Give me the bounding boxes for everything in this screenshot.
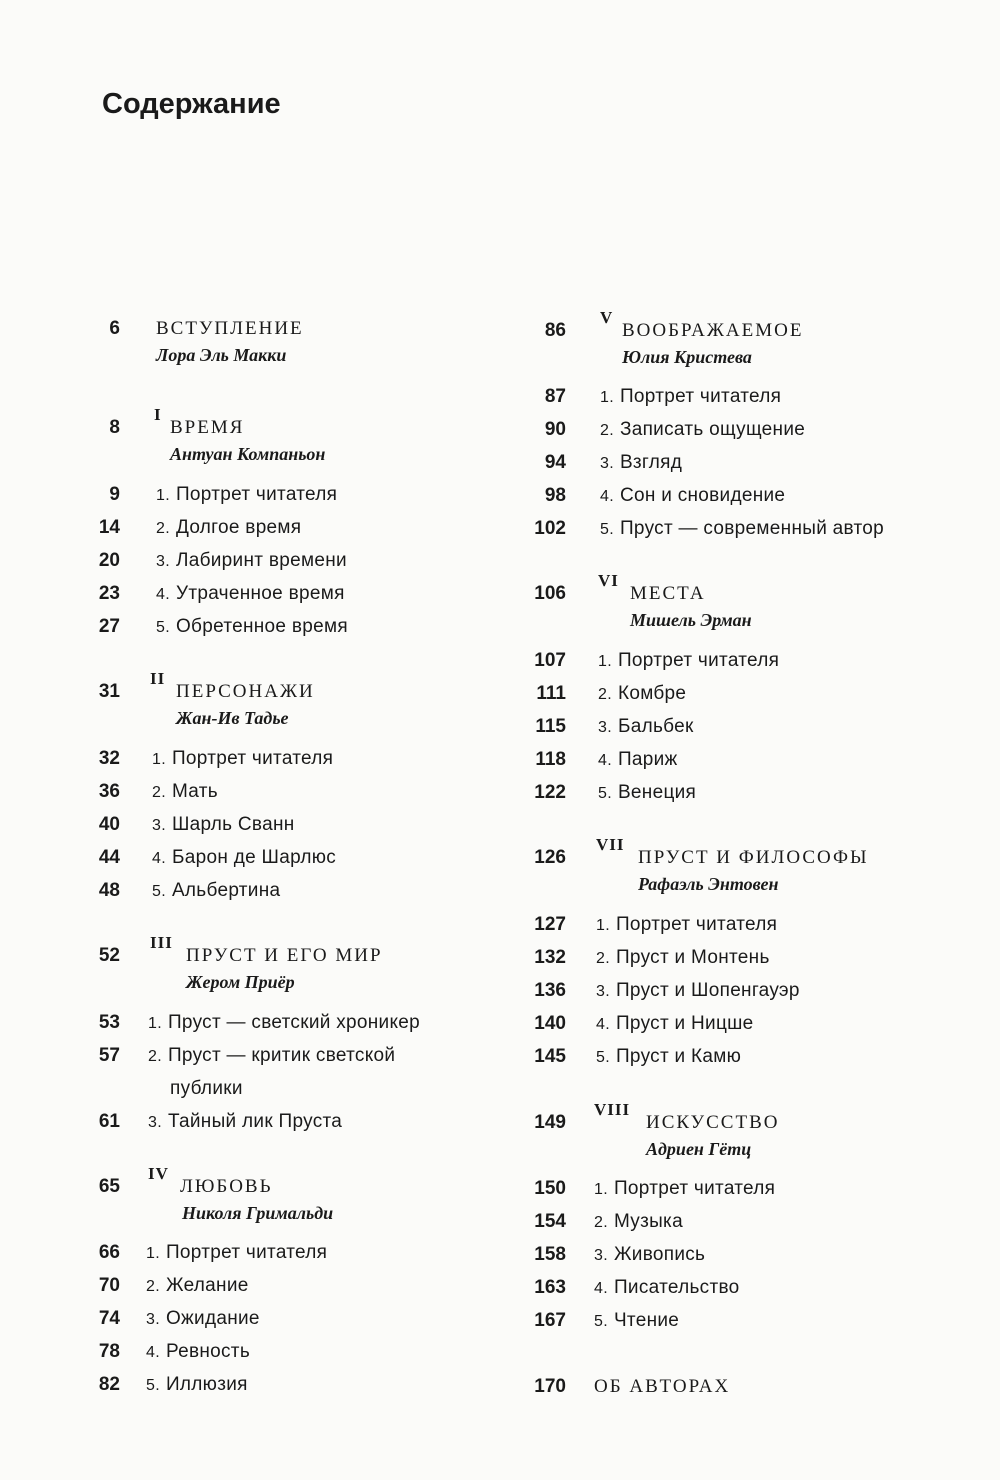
page-number: 167	[534, 1310, 566, 1331]
section-author: Адриен Гётц	[646, 1139, 752, 1159]
page-number: 111	[536, 683, 566, 704]
item-label: Пруст и Шопенгауэр	[615, 980, 800, 1001]
page-number: 149	[534, 1112, 566, 1133]
page-number: 61	[98, 1111, 120, 1132]
page-number: 136	[534, 980, 566, 1001]
section-author: Жером Приёр	[186, 972, 295, 992]
item-number: 2.	[148, 1048, 162, 1065]
item-number: 2.	[598, 686, 612, 703]
item-number: 2.	[600, 422, 614, 439]
item-number: 3.	[152, 817, 166, 834]
item-label: Портрет читателя	[617, 650, 780, 671]
page-number: 158	[534, 1244, 566, 1265]
item-number: 2.	[594, 1214, 608, 1231]
item-number: 3.	[146, 1311, 160, 1328]
item-label: Портрет читателя	[619, 386, 782, 407]
item-number: 5.	[594, 1313, 608, 1330]
page-number: 32	[98, 748, 120, 769]
section-roman: VI	[598, 571, 619, 590]
item-label: Портрет читателя	[615, 914, 778, 935]
item-label: Долгое время	[175, 517, 302, 538]
section-author: Лора Эль Макки	[156, 345, 287, 365]
item-number: 2.	[596, 950, 610, 967]
section-author: Жан-Ив Тадье	[176, 708, 289, 728]
page-number: 127	[534, 914, 566, 935]
item-number: 5.	[600, 521, 614, 538]
section-roman: III	[150, 933, 173, 952]
page-number: 14	[98, 517, 120, 538]
section-roman: VII	[596, 835, 625, 854]
item-label: Лабиринт времени	[175, 550, 347, 571]
page-number: 78	[98, 1341, 120, 1362]
item-label: Ожидание	[165, 1308, 260, 1329]
item-label: Пруст — светский хроникер	[167, 1012, 421, 1033]
page-number: 36	[98, 781, 120, 802]
item-label: Пруст — критик светской	[167, 1045, 396, 1066]
page-number: 170	[534, 1376, 566, 1397]
page-number: 27	[98, 616, 120, 637]
page-number: 107	[534, 650, 566, 671]
item-number: 4.	[596, 1016, 610, 1033]
item-number: 4.	[152, 850, 166, 867]
item-number: 4.	[600, 488, 614, 505]
item-label: Портрет читателя	[613, 1178, 776, 1199]
item-number: 2.	[156, 520, 170, 537]
page-number: 98	[544, 485, 566, 506]
section-title: ИСКУССТВО	[646, 1112, 780, 1133]
item-number: 5.	[156, 619, 170, 636]
page-number: 145	[534, 1046, 566, 1067]
section-title: ПРУСТ И ФИЛОСОФЫ	[638, 847, 869, 868]
page-number: 140	[534, 1013, 566, 1034]
item-label: Портрет читателя	[171, 748, 334, 769]
page-number: 65	[98, 1176, 120, 1197]
page-number: 86	[544, 320, 566, 341]
item-number: 4.	[156, 586, 170, 603]
item-label: Венеция	[617, 782, 697, 803]
item-label: Ревность	[165, 1341, 251, 1362]
page-number: 48	[98, 880, 120, 901]
page-number: 106	[534, 583, 566, 604]
item-label: Взгляд	[619, 452, 683, 473]
page-number: 9	[109, 484, 120, 505]
item-label: Барон де Шарлюс	[171, 847, 337, 868]
item-number: 5.	[146, 1377, 160, 1394]
item-number: 3.	[594, 1247, 608, 1264]
item-number: 4.	[598, 752, 612, 769]
page-number: 90	[544, 419, 566, 440]
page-number: 94	[544, 452, 566, 473]
section-author: Мишель Эрман	[630, 610, 752, 630]
page-number: 154	[534, 1211, 566, 1232]
item-label: Портрет читателя	[175, 484, 338, 505]
item-label: Пруст и Ницше	[615, 1013, 754, 1034]
page-number: 132	[534, 947, 566, 968]
item-number: 3.	[598, 719, 612, 736]
page-number: 44	[98, 847, 120, 868]
page-number: 118	[535, 749, 566, 770]
item-label: Портрет читателя	[165, 1242, 328, 1263]
page-number: 57	[98, 1045, 120, 1066]
section-title: ПЕРСОНАЖИ	[176, 681, 315, 702]
item-label: Пруст и Монтень	[615, 947, 770, 968]
item-number: 3.	[600, 455, 614, 472]
item-label: Пруст и Камю	[615, 1046, 742, 1067]
item-label: Иллюзия	[165, 1374, 248, 1395]
item-label: Париж	[617, 749, 678, 770]
item-label: Чтение	[613, 1310, 680, 1331]
page-number: 66	[98, 1242, 120, 1263]
item-number: 1.	[600, 389, 614, 406]
item-number: 5.	[598, 785, 612, 802]
page-number: 40	[98, 814, 120, 835]
item-number: 2.	[146, 1278, 160, 1295]
item-label: Альбертина	[171, 880, 281, 901]
item-label: Музыка	[613, 1211, 683, 1232]
section-roman: VIII	[594, 1100, 631, 1119]
item-label: публики	[170, 1078, 243, 1099]
section-title: ЛЮБОВЬ	[180, 1176, 273, 1197]
section-author: Николя Гримальди	[182, 1203, 334, 1223]
item-number: 2.	[152, 784, 166, 801]
item-number: 4.	[146, 1344, 160, 1361]
section-author: Рафаэль Энтовен	[638, 874, 779, 894]
item-label: Желание	[165, 1275, 249, 1296]
item-number: 3.	[148, 1114, 162, 1131]
section-title: ВООБРАЖАЕМОЕ	[622, 320, 804, 341]
item-number: 3.	[156, 553, 170, 570]
section-author: Юлия Кристева	[622, 347, 752, 367]
item-number: 1.	[156, 487, 170, 504]
item-number: 1.	[148, 1015, 162, 1032]
section-title: ВРЕМЯ	[170, 417, 245, 438]
item-number: 4.	[594, 1280, 608, 1297]
item-label: Обретенное время	[175, 616, 348, 637]
section-title: ОБ АВТОРАХ	[594, 1376, 731, 1397]
page-number: 31	[98, 681, 120, 702]
item-number: 5.	[152, 883, 166, 900]
section-roman: II	[150, 669, 166, 688]
page-number: 6	[109, 318, 120, 339]
page-number: 87	[544, 386, 566, 407]
item-label: Шарль Сванн	[171, 814, 295, 835]
page-number: 70	[98, 1275, 120, 1296]
item-label: Комбре	[617, 683, 687, 704]
section-title: ВСТУПЛЕНИЕ	[156, 318, 304, 339]
section-roman: I	[154, 405, 162, 424]
item-number: 5.	[596, 1049, 610, 1066]
item-number: 3.	[596, 983, 610, 1000]
page-number: 102	[534, 518, 566, 539]
page-title: Содержание	[102, 88, 281, 120]
item-label: Живопись	[613, 1244, 706, 1265]
page-number: 52	[98, 945, 120, 966]
page-number: 150	[534, 1178, 566, 1199]
page-number: 163	[534, 1277, 566, 1298]
page-number: 82	[98, 1374, 120, 1395]
page-number: 53	[98, 1012, 120, 1033]
section-author: Антуан Компаньон	[170, 444, 326, 464]
section-roman: V	[600, 308, 614, 327]
item-number: 1.	[594, 1181, 608, 1198]
item-label: Тайный лик Пруста	[167, 1111, 343, 1132]
item-label: Пруст — современный автор	[619, 518, 885, 539]
page-number: 126	[534, 847, 566, 868]
item-label: Утраченное время	[175, 583, 345, 604]
item-number: 1.	[146, 1245, 160, 1262]
item-label: Записать ощущение	[619, 419, 806, 440]
page-number: 74	[98, 1308, 120, 1329]
item-number: 1.	[596, 917, 610, 934]
page-number: 115	[535, 716, 566, 737]
page-number: 23	[98, 583, 120, 604]
page-number: 122	[534, 782, 566, 803]
item-number: 1.	[598, 653, 612, 670]
section-roman: IV	[148, 1164, 169, 1183]
section-title: МЕСТА	[630, 583, 706, 604]
item-label: Писательство	[613, 1277, 740, 1298]
page-number: 8	[109, 417, 120, 438]
item-label: Мать	[171, 781, 218, 802]
item-number: 1.	[152, 751, 166, 768]
item-label: Бальбек	[617, 716, 694, 737]
section-title: ПРУСТ И ЕГО МИР	[186, 945, 383, 966]
page-number: 20	[98, 550, 120, 571]
item-label: Сон и сновидение	[619, 485, 786, 506]
